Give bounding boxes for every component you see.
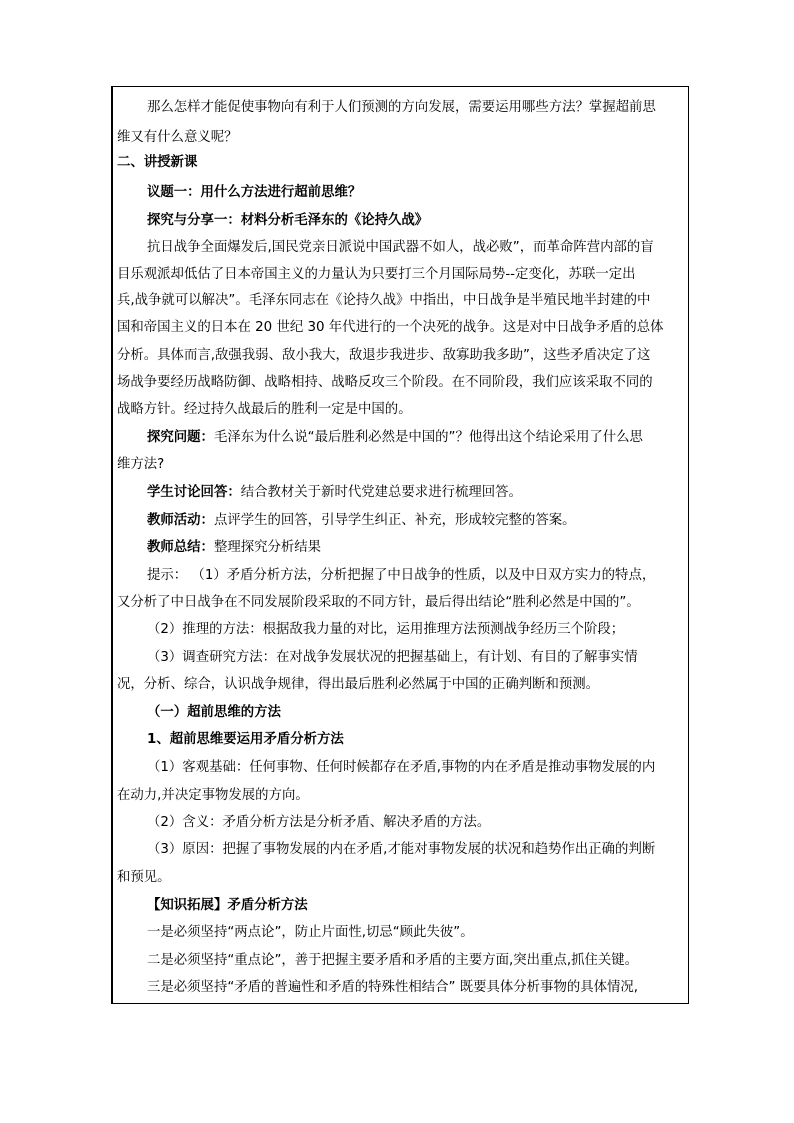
inline-label: 探究问题： [147,430,214,445]
text-line: 国和帝国主义的日本在 20 世纪 30 年代进行的一个决死的战争。这是对中日战争矛盾的总体 [117,320,664,335]
text-line: 那么怎样才能促使事物向有利于人们预测的方向发展，需要运用哪些方法？掌握超前思 [147,100,656,115]
text-line: （1）客观基础：任何事物、任何时候都存在矛盾,事物的内在矛盾是推动事物发展的内 [147,760,656,775]
text-line: （3）调查研究方法：在对战争发展状况的把握基础上，有计划、有目的了解事实情 [147,650,638,665]
inline-label: 学生讨论回答： [147,485,241,500]
text-line: 战略方针。经过持久战最后的胜利一定是中国的。 [117,402,412,417]
text-line: 况，分析、综合，认识战争规律，得出最后胜利必然属于中国的正确判断和预测。 [117,677,600,692]
topic-heading: 议题一：用什么方法进行超前思维？ [147,185,362,200]
inline-text: 毛泽东为什么说“最后胜利必然是中国的”？他得出这个结论采用了什么思 [213,430,643,445]
text-line: 分析。具体而言,敌强我弱、敌小我大，敌退步我进步、敌寡助我多助”，这些矛盾决定了这 [117,348,651,363]
text-line: （2）推理的方法：根据敌我力量的对比，运用推理方法预测战争经历三个阶段； [147,622,625,637]
text-line: 在动力,并决定事物发展的方向。 [117,788,309,803]
text-line: 维方法? [117,457,165,472]
text-line [147,428,643,448]
section-heading: 二、讲授新课 [117,155,198,170]
text-line: 场战争要经历战略防御、战略相持、战略反攻三个阶段。在不同阶段，我们应该采取不同的 [117,375,653,390]
text-line: （3）原因：把握了事物发展的内在矛盾,才能对事物发展的状况和趋势作出正确的判断 [147,842,656,857]
table-left-border [112,87,113,1003]
text-line [147,538,321,558]
text-line: 目乐观派却低估了日本帝国主义的力量认为只要打三个月国际局势--定变化，苏联一定出 [117,267,636,282]
text-line: （2）含义：矛盾分析方法是分析矛盾、解决矛盾的方法。 [147,815,491,830]
text-line: 一是必须坚持“两点论”，防止片面性,切忌“顾此失彼”。 [147,925,474,940]
text-line: 兵,战争就可以解决”。毛泽东同志在《论持久战》中指出，中日战争是半殖民地半封建的中 [117,293,651,308]
text-line: 和预见。 [117,870,171,885]
text-line: 二是必须坚持“重点论”，善于把握主要矛盾和矛盾的主要方面,突出重点,抓住关键。 [147,953,639,968]
inline-text: 整理探究分析结果 [213,540,322,555]
inline-text: 点评学生的回答，引导学生纠正、补充，形成较完整的答案。 [213,513,576,528]
subheading: 1、超前思维要运用矛盾分析方法 [147,732,344,747]
inline-label: 教师活动： [147,513,214,528]
subheading: 【知识拓展】矛盾分析方法 [147,898,308,913]
subheading: 探究与分享一：材料分析毛泽东的《论持久战》 [147,213,429,228]
text-line: 又分析了中日战争在不同发展阶段采取的不同方针，最后得出结论“胜利必然是中国的”。 [117,595,640,610]
subheading: （一）超前思维的方法 [147,705,281,720]
inline-label: 教师总结： [147,540,214,555]
text-line: 提示： （1）矛盾分析方法，分析把握了中日战争的性质，以及中日双方实力的特点， [147,568,656,583]
text-line: 抗日战争全面爆发后,国民党亲日派说中国武器不如人，战必败”，而革命阵营内部的盲 [147,240,654,255]
text-line: 维又有什么意义呢？ [117,130,238,145]
text-line [147,483,522,503]
inline-text: 结合教材关于新时代党建总要求进行梳理回答。 [240,485,522,500]
text-line [147,511,576,531]
text-line: 三是必须坚持“矛盾的普遍性和矛盾的特殊性相结合” 既要具体分析事物的具体情况, [147,980,639,995]
